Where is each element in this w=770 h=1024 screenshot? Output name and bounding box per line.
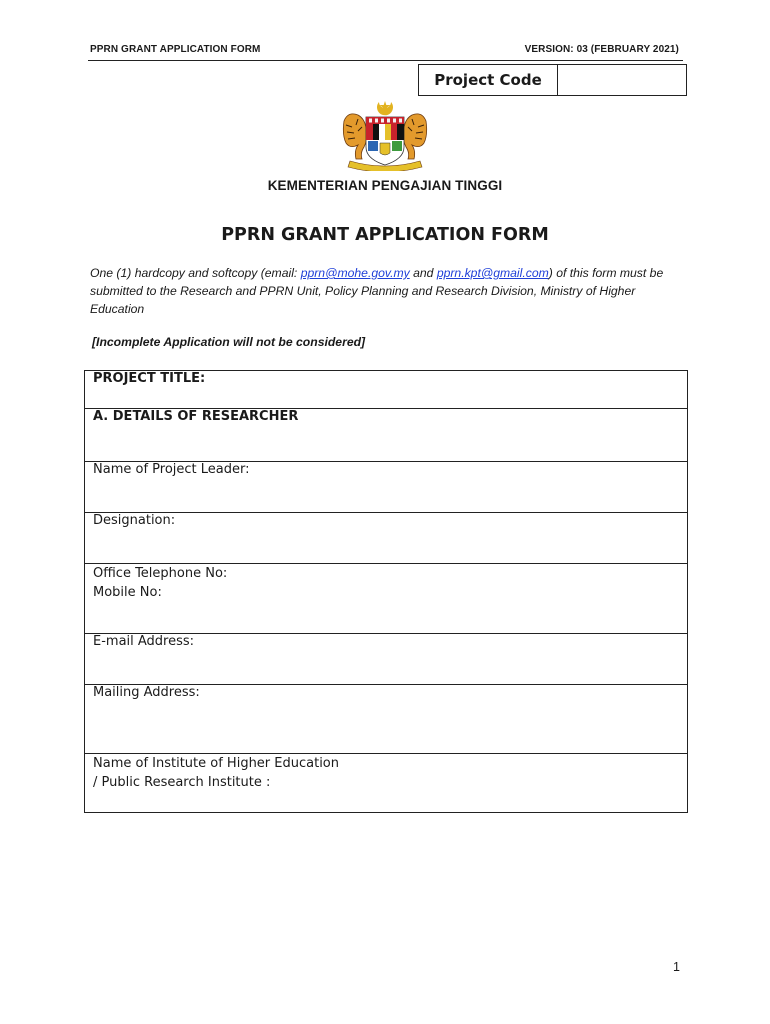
form-title: PPRN GRANT APPLICATION FORM — [221, 225, 549, 245]
coat-of-arms-emblem — [336, 99, 434, 171]
telephone-field[interactable] — [85, 564, 688, 634]
instructions-text-1: One (1) hardcopy and softcopy (email: — [90, 266, 301, 280]
table-row — [85, 754, 688, 813]
table-row — [85, 371, 688, 409]
instructions-text-2: and — [409, 266, 437, 280]
instructions-paragraph — [90, 264, 682, 318]
project-leader-field[interactable] — [85, 462, 688, 513]
project-leader-label: Name of Project Leader: — [93, 462, 250, 477]
project-title-field[interactable] — [85, 371, 688, 409]
project-code-label: Project Code — [419, 65, 558, 95]
running-header-title: PPRN GRANT APPLICATION FORM — [90, 44, 261, 55]
designation-field[interactable] — [85, 513, 688, 564]
running-header-version: VERSION: 03 (FEBRUARY 2021) — [524, 44, 679, 55]
email-field[interactable] — [85, 634, 688, 685]
table-row — [85, 685, 688, 754]
table-row — [85, 513, 688, 564]
researcher-details-table — [84, 370, 688, 813]
ministry-name: KEMENTERIAN PENGAJIAN TINGGI — [267, 178, 503, 193]
institute-label-line-2: / Public Research Institute : — [93, 775, 271, 790]
table-row — [85, 409, 688, 462]
page-number: 1 — [673, 960, 680, 974]
table-row — [85, 634, 688, 685]
table-row — [85, 462, 688, 513]
header-divider — [88, 60, 683, 61]
mailing-address-label: Mailing Address: — [93, 685, 200, 700]
email-link-gmail[interactable]: pprn.kpt@gmail.com — [436, 266, 549, 280]
project-title-label: PROJECT TITLE: — [93, 371, 206, 386]
mobile-label: Mobile No: — [93, 585, 162, 600]
institute-field[interactable] — [85, 754, 688, 813]
institute-label-line-1: Name of Institute of Higher Education — [93, 756, 340, 771]
section-a-heading: A. DETAILS OF RESEARCHER — [85, 409, 688, 462]
incomplete-application-note: [Incomplete Application will not be considered] — [92, 335, 366, 349]
project-code-box — [418, 64, 687, 96]
project-code-field[interactable] — [558, 65, 686, 95]
table-row — [85, 564, 688, 634]
instructions-text-3: ) of this form must be submitted to the Research and PPRN Unit, Policy Planning and Research Division, Ministry of Higher Education — [90, 266, 664, 316]
designation-label: Designation: — [93, 513, 176, 528]
email-link-mohe[interactable]: pprn@mohe.gov.my — [300, 266, 410, 280]
mailing-address-field[interactable] — [85, 685, 688, 754]
email-label: E-mail Address: — [93, 634, 195, 649]
office-telephone-label: Office Telephone No: — [93, 566, 228, 581]
